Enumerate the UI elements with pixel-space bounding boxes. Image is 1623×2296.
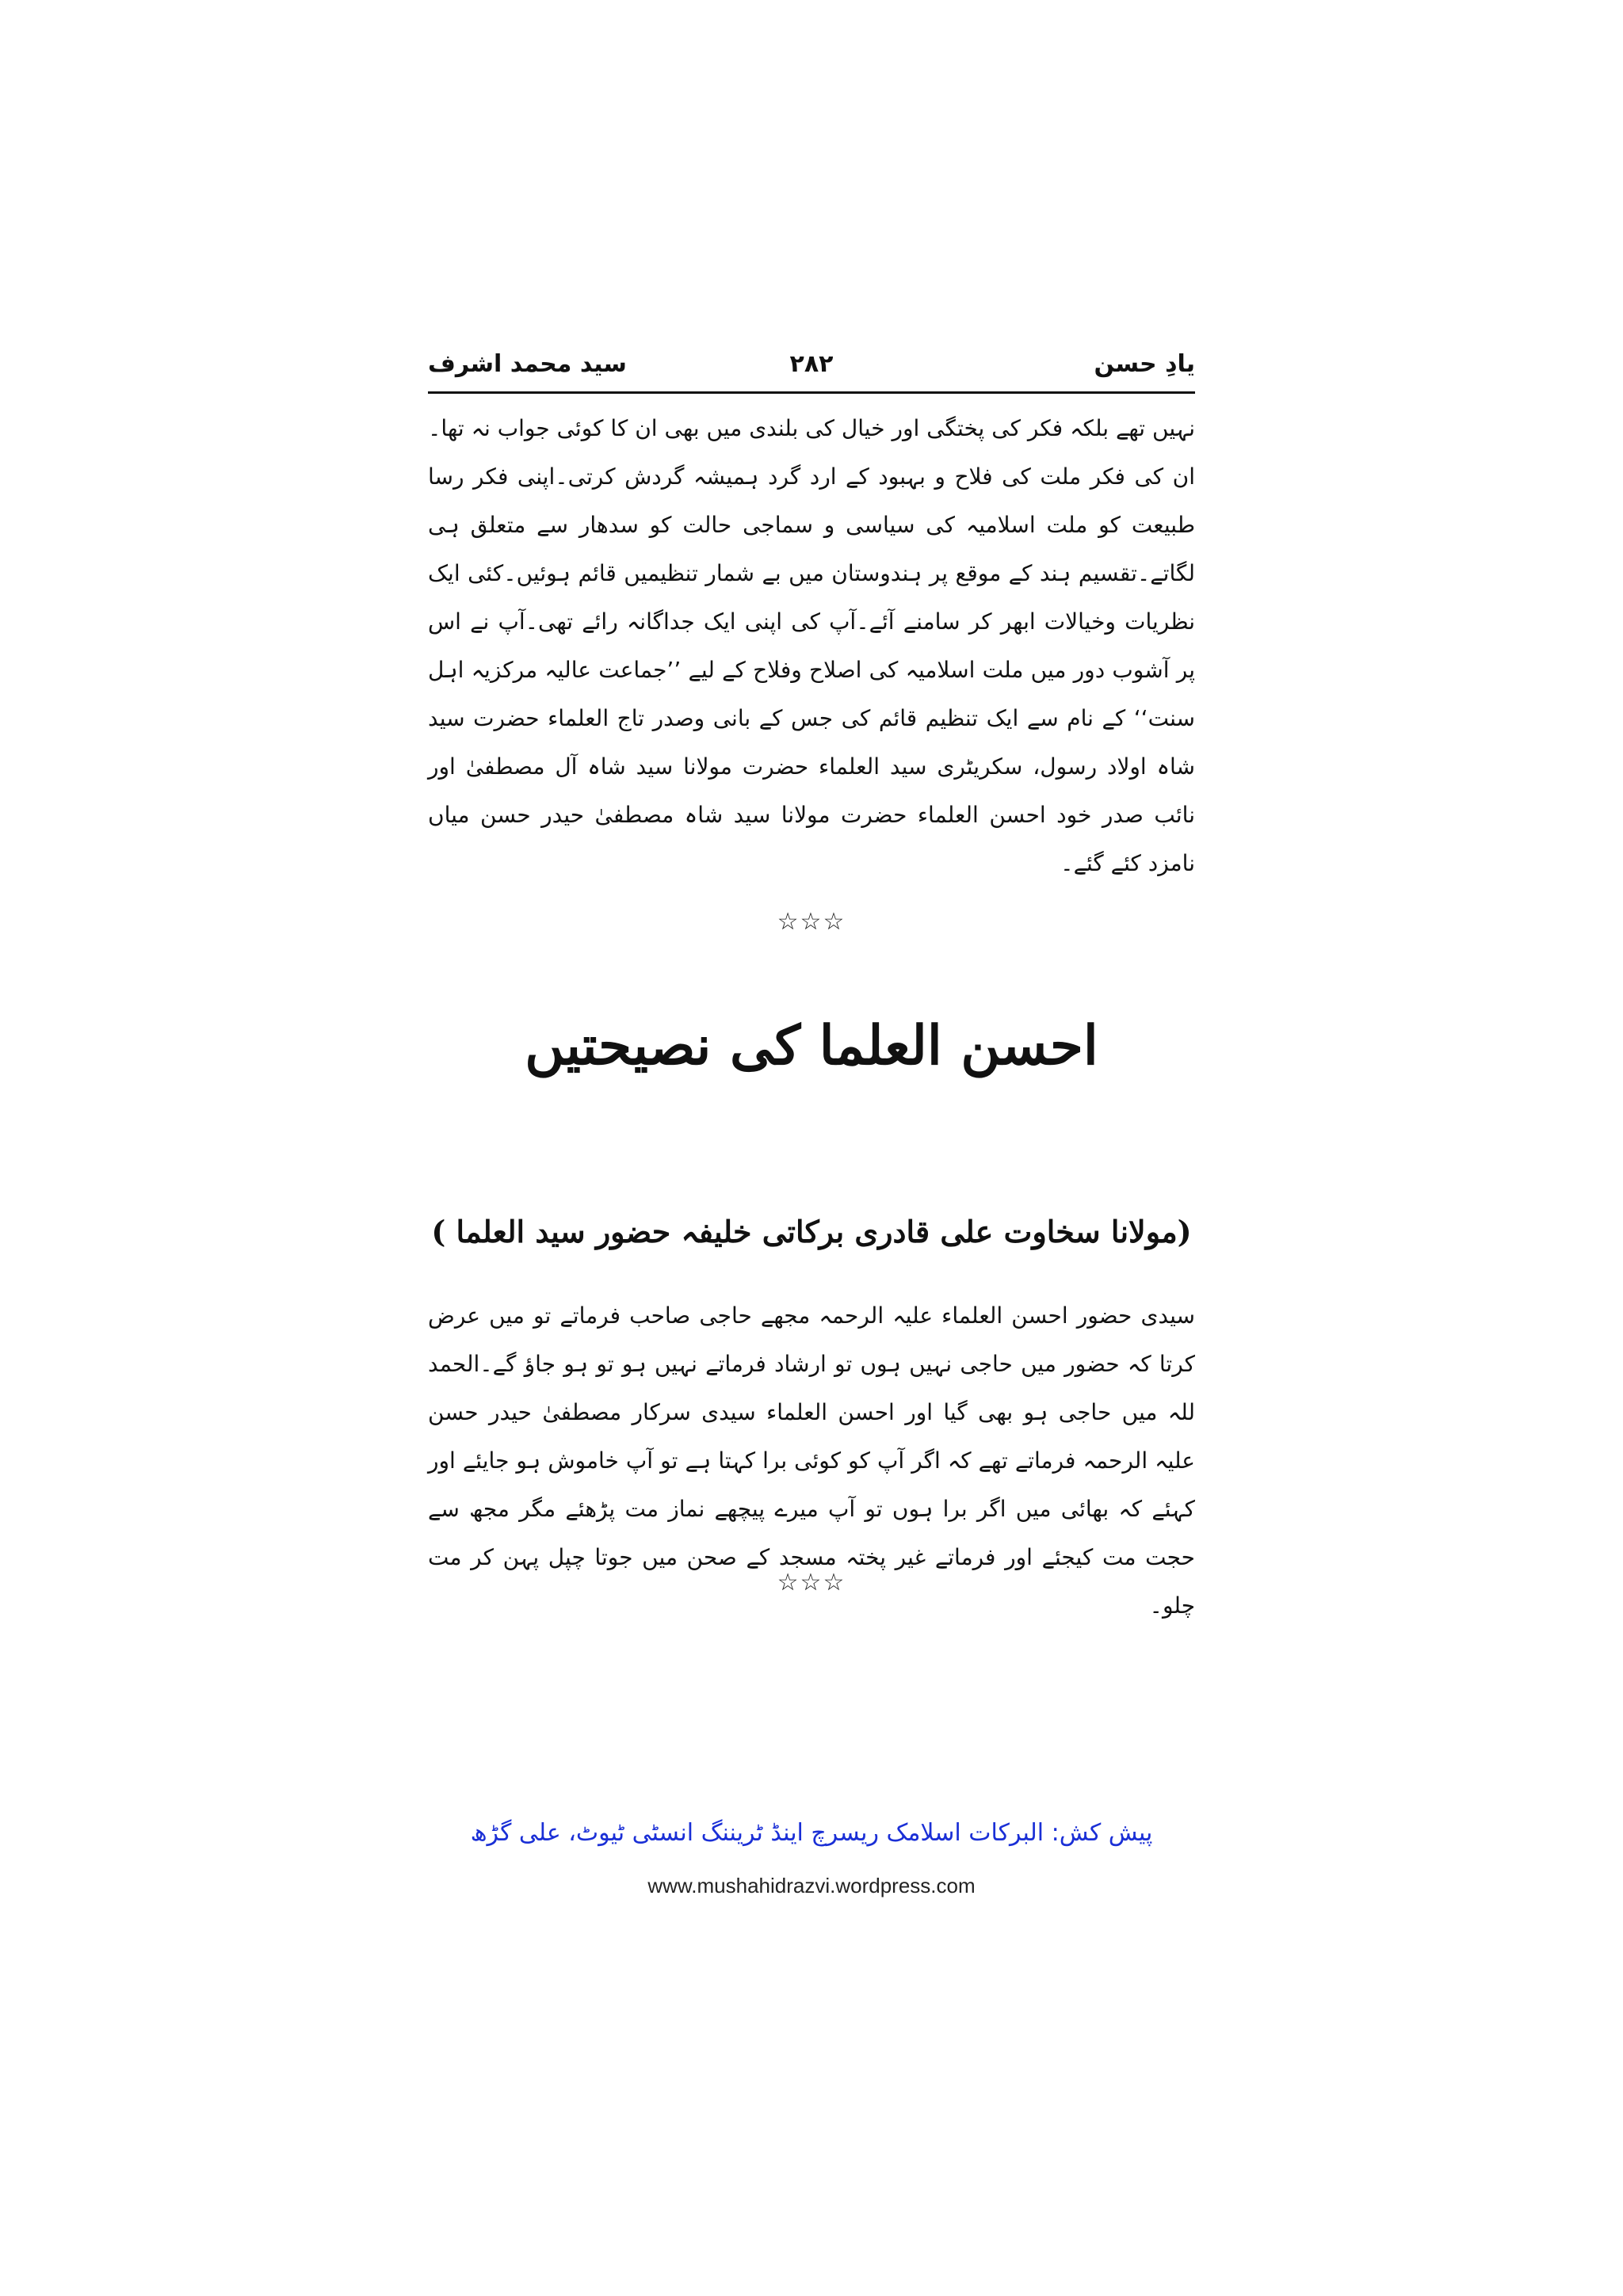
- body-paragraph-2: سیدی حضور احسن العلماء علیہ الرحمہ مجھے حاجی صاحب فرماتے تو میں عرض کرتا کہ حضور میں حاجی نہیں ہوں تو ارشاد فرماتے نہیں ہو تو ہو جاؤ گے۔الحمد للہ میں حاجی ہو بھی گیا اور احسن العلماء سیدی سرکار مصطفیٰ حیدر حسن علیہ الرحمہ فرماتے تھے کہ اگر آپ کو کوئی برا کہتا ہے تو آپ خاموش ہو جایئے اور کہئے کہ بھائی میں اگر برا ہوں تو آپ میرے پیچھے نماز مت پڑھئے مگر مجھ سے حجت مت کیجئے اور فرماتے غیر پختہ مسجد کے صحن میں جوتا چپل پہن کر مت چلو۔: [428, 1302, 1195, 1619]
- closing-separator-stars: ☆☆☆: [777, 1569, 846, 1596]
- section-separator-stars: ☆☆☆: [777, 908, 846, 936]
- section-title: احسن العلما کی نصیحتیں: [525, 1014, 1098, 1077]
- body-paragraph-1: نہیں تھے بلکہ فکر کی پختگی اور خیال کی بلندی میں بھی ان کا کوئی جواب نہ تھا۔ان کی فکر ملت کی فلاح و بہبود کے ارد گرد ہمیشہ گردش کرتی۔اپنی فکر رسا طبیعت کو ملت اسلامیہ کی سیاسی و سماجی حالت کو سدھار سے متعلق ہی لگاتے۔تقسیم ہند کے موقع پر ہندوستان میں بے شمار تنظیمیں قائم ہوئیں۔کئی ایک نظریات وخیالات ابھر کر سامنے آئے۔آپ کی اپنی ایک جداگانہ رائے تھی۔آپ نے اس پر آشوب دور میں ملت اسلامیہ کی اصلاح وفلاح کے لیے ’’جماعت عالیہ مرکزیہ اہل سنت‘‘ کے نام سے ایک تنظیم قائم کی جس کے بانی وصدر تاج العلماء حضرت سید شاہ اولاد رسول، سکریٹری سید العلماء حضرت مولانا سید شاہ آل مصطفیٰ اور نائب صدر خود احسن العلماء حضرت مولانا سید شاہ مصطفیٰ حیدر حسن میاں نامزد کئے گئے۔: [428, 415, 1195, 876]
- page-header: [428, 342, 1195, 387]
- section-subtitle-author: (مولانا سخاوت علی قادری برکاتی خلیفہ حضور سید العلما ): [431, 1214, 1192, 1249]
- header-divider: [428, 391, 1195, 394]
- header-page-number: ۲۸۲: [789, 350, 834, 378]
- header-author-name: سید محمد اشرف: [428, 350, 627, 378]
- footer-credit: پیش کش: البرکات اسلامک ریسرچ اینڈ ٹریننگ انسٹی ٹیوٹ، علی گڑھ: [470, 1819, 1153, 1847]
- footer-website-link[interactable]: www.mushahidrazvi.wordpress.com: [647, 1874, 976, 1897]
- header-book-title: یادِ حسن: [1094, 350, 1195, 378]
